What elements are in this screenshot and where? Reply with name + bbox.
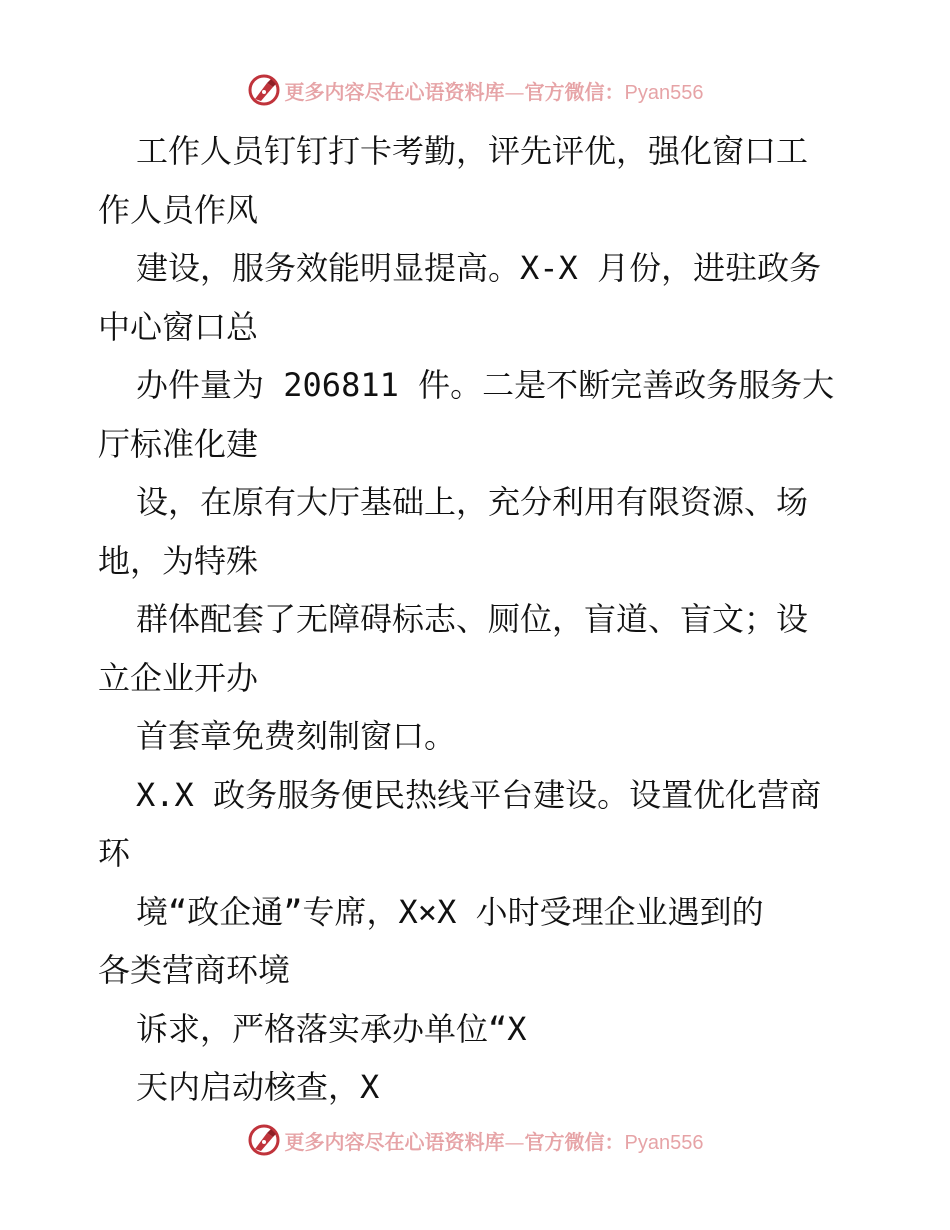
footer-banner-text bbox=[285, 1126, 704, 1155]
text-line: 地，为特殊 bbox=[98, 541, 259, 580]
text-line: 办件量为 206811 件。二是不断完善政务服务大 bbox=[136, 366, 835, 404]
text-line: 天内启动核查，X bbox=[136, 1068, 380, 1106]
text-line: 各类营商环境 bbox=[98, 951, 291, 989]
pen-nib-logo-icon bbox=[247, 73, 281, 107]
text-line: 立企业开办 bbox=[98, 658, 259, 697]
header-banner-separator: — bbox=[504, 79, 525, 104]
header-banner-id: Pyan556 bbox=[624, 81, 704, 104]
footer-banner-main: 更多内容尽在心语资料库 bbox=[284, 1129, 505, 1154]
text-line: 厅标准化建 bbox=[98, 424, 259, 463]
header-banner-main: 更多内容尽在心语资料库 bbox=[284, 79, 505, 104]
text-line: 中心窗口总 bbox=[98, 307, 259, 346]
text-line: 环 bbox=[98, 834, 131, 872]
document-body bbox=[98, 122, 858, 1117]
text-line: 诉求，严格落实承办单位“X bbox=[136, 1009, 527, 1048]
text-line: 境“政企通”专席，X×X 小时受理企业遇到的 bbox=[136, 892, 764, 931]
text-line: 首套章免费刻制窗口。 bbox=[136, 717, 457, 755]
footer-banner-separator: — bbox=[504, 1129, 525, 1154]
text-line: 作人员作风 bbox=[98, 190, 259, 229]
footer-banner-contact: 官方微信： bbox=[524, 1129, 625, 1154]
footer-banner-id: Pyan556 bbox=[624, 1131, 704, 1154]
pen-nib-logo-icon bbox=[247, 1123, 281, 1157]
footer-watermark-banner bbox=[0, 1120, 950, 1160]
text-line: 工作人员钉钉打卡考勤，评先评优，强化窗口工 bbox=[136, 132, 809, 170]
text-line: 建设，服务效能明显提高。X-X 月份，进驻政务 bbox=[136, 249, 822, 287]
text-line: 群体配套了无障碍标志、厕位，盲道、盲文；设 bbox=[136, 600, 809, 638]
header-banner-text bbox=[285, 76, 704, 105]
text-line: X.X 政务服务便民热线平台建设。设置优化营商 bbox=[136, 775, 822, 814]
text-line: 设，在原有大厅基础上，充分利用有限资源、场 bbox=[136, 483, 809, 521]
header-watermark-banner bbox=[0, 70, 950, 110]
header-banner-contact: 官方微信： bbox=[524, 79, 625, 104]
